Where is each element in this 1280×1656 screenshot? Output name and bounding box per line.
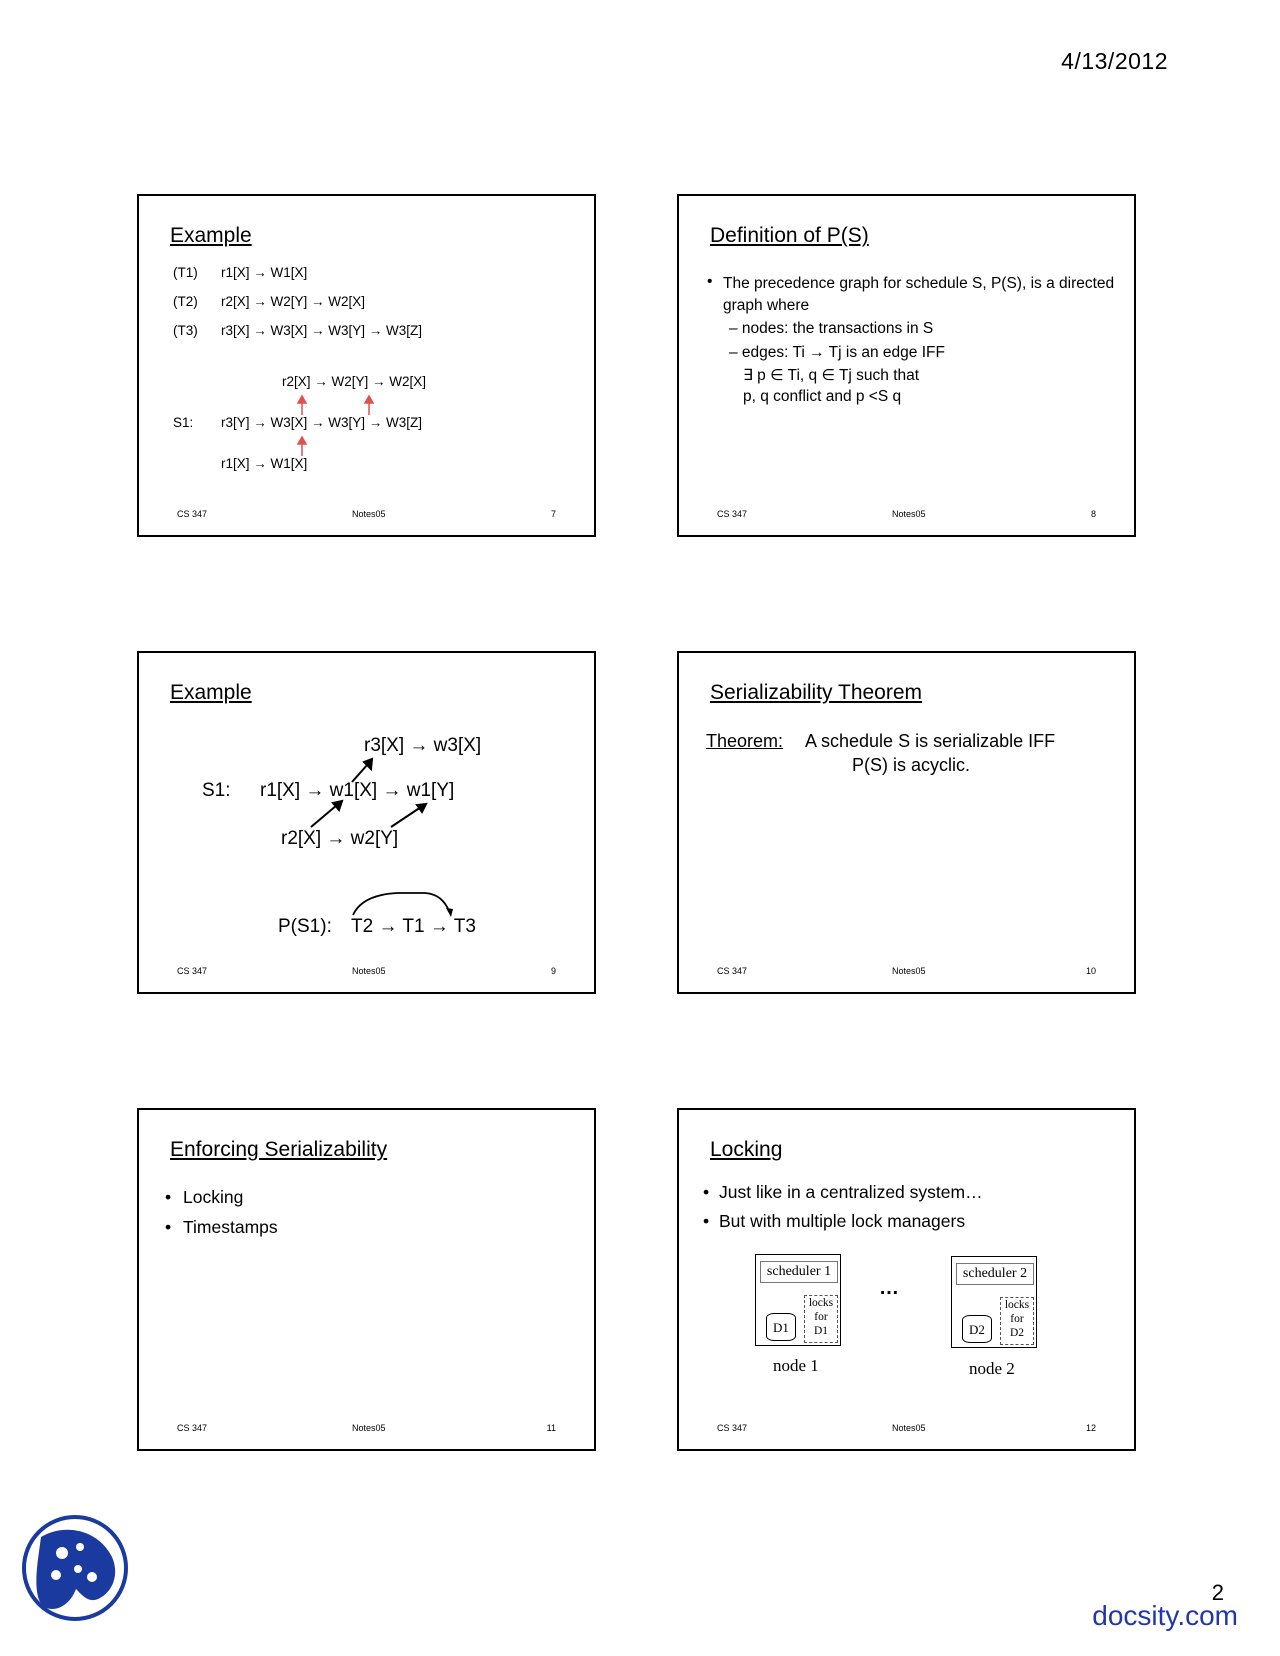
lock-table-text: D2	[1009, 1327, 1025, 1339]
transaction-ops: r3[X] → W3[X] → W3[Y] → W3[Z]	[221, 323, 423, 338]
slide-title: Example	[170, 681, 252, 704]
edges-line: – edges: Ti → Tj is an edge IFF	[729, 344, 945, 361]
node-label: node 1	[773, 1356, 819, 1375]
dependency-arrows	[139, 653, 594, 992]
scheduler-box: scheduler 1	[760, 1261, 838, 1283]
lock-table-text: D1	[813, 1325, 829, 1337]
lock-table-text: locks	[808, 1297, 834, 1309]
bullet-dot: •	[707, 273, 713, 290]
footer-course: CS 347	[177, 1423, 208, 1433]
slide-footer	[717, 966, 1096, 978]
schedule-middle-row: r3[Y] → W3[X] → W3[Y] → W3[Z]	[221, 415, 423, 430]
conflict-arrow-head	[298, 396, 306, 403]
footer-page: 8	[1090, 509, 1096, 519]
footer-notes: Notes05	[352, 509, 386, 519]
footer-course: CS 347	[717, 966, 748, 976]
theorem-text: P(S) is acyclic.	[852, 755, 971, 775]
dependency-arrow-head	[417, 804, 426, 812]
condition-line: ∃ p ∈ Ti, q ∈ Tj such that	[743, 367, 920, 384]
footer-page: 11	[546, 1423, 556, 1433]
slide-enforcing-serializability	[137, 1108, 596, 1451]
lock-table-text: locks	[1004, 1299, 1030, 1311]
footer-notes: Notes05	[892, 966, 926, 976]
theorem-text: A schedule S is serializable IFF	[805, 731, 1056, 751]
database-cylinder-icon: D1	[766, 1313, 796, 1341]
lock-table-box	[1000, 1297, 1034, 1345]
condition-line: p, q conflict and p <S q	[743, 388, 902, 405]
database-cylinder-icon: D2	[962, 1315, 992, 1343]
slide-title: Example	[170, 224, 252, 247]
transaction-label: (T3)	[173, 323, 198, 338]
slide-serializability-theorem	[677, 651, 1136, 994]
footer-page: 12	[1085, 1423, 1096, 1433]
slide-footer	[177, 966, 556, 978]
footer-page: 9	[550, 966, 556, 976]
transaction-ops: r2[X] → W2[Y] → W2[X]	[221, 294, 366, 309]
dependency-arrow	[391, 807, 421, 827]
lock-table-text: for	[1010, 1313, 1024, 1325]
docsity-link[interactable]: docsity.com	[1092, 1600, 1238, 1631]
slide-footer	[717, 509, 1096, 521]
dependency-arrow	[311, 805, 337, 827]
node-diagram-1	[755, 1254, 841, 1346]
slide-title: Locking	[710, 1138, 783, 1161]
conflict-arrow-head	[365, 396, 373, 403]
bullet-item: Timestamps	[183, 1217, 278, 1237]
conflict-arrow-head	[298, 437, 306, 444]
page-number: 2	[1211, 1580, 1224, 1605]
schedule-top-row: r2[X] → W2[Y] → W2[X]	[282, 374, 427, 389]
schedule-top-row: r3[X] → w3[X]	[364, 735, 482, 756]
slide-locking	[677, 1108, 1136, 1451]
transaction-ops: r1[X] → W1[X]	[221, 265, 308, 280]
slide-footer	[177, 1423, 556, 1435]
dependency-arrow-head	[333, 801, 342, 810]
lock-table-text: for	[814, 1311, 828, 1323]
schedule-label: S1:	[202, 780, 231, 801]
definition-text: The precedence graph for schedule S, P(S), is a directed graph where	[723, 275, 1115, 314]
slide-title: Definition of P(S)	[710, 224, 869, 247]
schedule-middle-row: r1[X] → w1[X] → w1[Y]	[260, 780, 455, 801]
cycle-edge-arc	[353, 893, 449, 915]
precedence-graph: T2 → T1 → T3	[351, 916, 476, 937]
conflict-arrows	[139, 196, 594, 535]
schedule-bottom-row: r2[X] → w2[Y]	[281, 828, 399, 849]
docsity-logo-mark-icon	[26, 1519, 124, 1617]
nodes-line: – nodes: the transactions in S	[729, 320, 934, 337]
footer-course: CS 347	[177, 509, 208, 519]
footer-notes: Notes05	[352, 1423, 386, 1433]
bullet-item: But with multiple lock managers	[719, 1211, 966, 1231]
schedule-bottom-row: r1[X] → W1[X]	[221, 456, 308, 471]
scheduler-box: scheduler 2	[956, 1263, 1034, 1285]
bullet-dot: •	[165, 1187, 172, 1207]
bullet-item: Just like in a centralized system…	[719, 1182, 983, 1202]
footer-notes: Notes05	[892, 509, 926, 519]
lock-table-box	[804, 1295, 838, 1343]
footer-page: 10	[1085, 966, 1096, 976]
dependency-arrow	[352, 764, 368, 782]
footer-notes: Notes05	[892, 1423, 926, 1433]
node-label: node 2	[969, 1359, 1015, 1378]
graph-label: P(S1):	[278, 916, 332, 937]
print-date: 4/13/2012	[1061, 48, 1168, 74]
slide-footer	[177, 509, 556, 521]
schedule-label: S1:	[173, 415, 194, 430]
bullet-item: Locking	[183, 1187, 244, 1207]
footer-course: CS 347	[177, 966, 208, 976]
transaction-label: (T1)	[173, 265, 198, 280]
bullet-dot: •	[703, 1182, 710, 1202]
footer-course: CS 347	[717, 1423, 748, 1433]
footer-notes: Notes05	[352, 966, 386, 976]
bullet-dot: •	[165, 1217, 172, 1237]
slide-definition	[677, 194, 1136, 537]
node-diagram-2	[951, 1256, 1037, 1348]
theorem-label: Theorem:	[706, 731, 784, 751]
footer-course: CS 347	[717, 509, 748, 519]
footer-page: 7	[550, 509, 556, 519]
slide-footer	[717, 1423, 1096, 1435]
bullet-dot: •	[703, 1211, 710, 1231]
docsity-logo-icon	[22, 1515, 128, 1621]
transaction-label: (T2)	[173, 294, 198, 309]
cycle-edge-head	[446, 908, 453, 917]
slide-example-2	[137, 651, 596, 994]
slide-example-1	[137, 194, 596, 537]
ellipsis: …	[879, 1277, 899, 1299]
slide-title: Enforcing Serializability	[170, 1138, 388, 1161]
slide-title: Serializability Theorem	[710, 681, 923, 704]
